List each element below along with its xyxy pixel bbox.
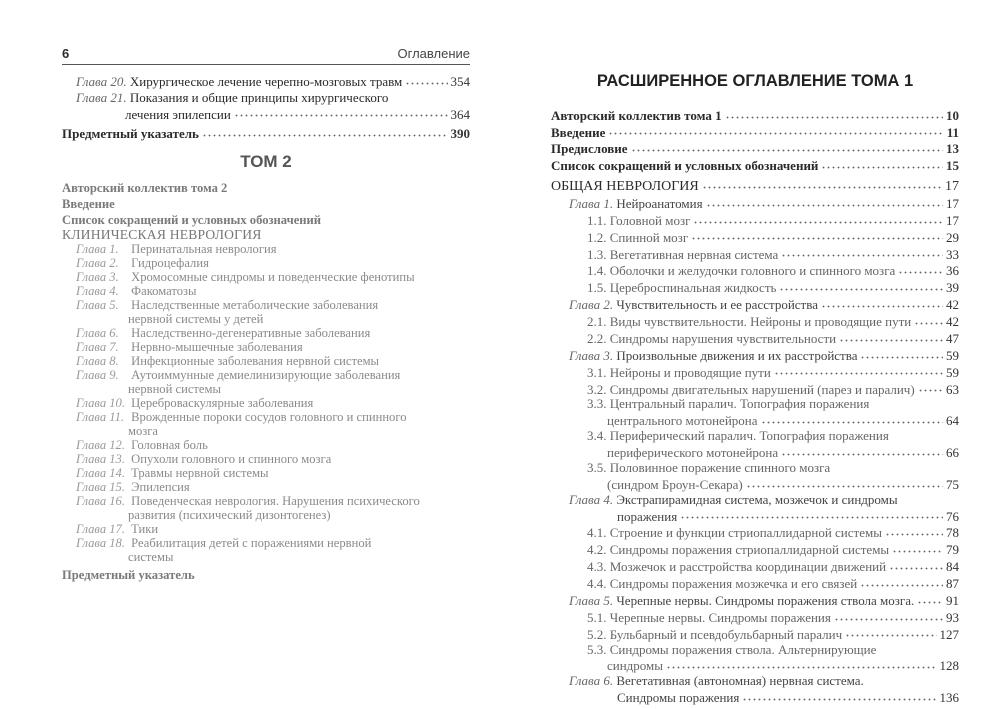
toc-line <box>62 410 470 424</box>
entry-text: Нейроанатомия <box>616 195 703 211</box>
chapter-label: Глава 1. <box>569 195 614 211</box>
toc-line <box>62 396 470 410</box>
entry-text: 2.2. Синдромы нарушения чувствительности <box>587 330 837 346</box>
toc-line <box>62 340 470 354</box>
toc-entry-ch[interactable] <box>62 438 470 452</box>
toc-line <box>62 312 470 326</box>
toc-line <box>62 494 470 508</box>
toc-entry-sec[interactable] <box>551 229 959 246</box>
page-ref: 78 <box>946 525 959 541</box>
toc-line <box>551 461 959 476</box>
entry-text: Факоматозы <box>131 284 197 298</box>
chapter-label: Глава 11. <box>76 410 125 424</box>
page-ref: 10 <box>946 108 959 123</box>
entry-text: Предисловие <box>551 141 628 157</box>
toc-entry-ch[interactable] <box>62 354 470 368</box>
entry-text: 2.1. Виды чувствительности. Нейроны и проводящие пути <box>587 314 912 329</box>
running-title: Оглавление <box>397 46 470 61</box>
dot-leader <box>885 524 943 537</box>
entry-text: Авторский коллектив тома 1 <box>551 108 722 123</box>
entry-text: Показания и общие принципы хирургического <box>129 89 389 105</box>
toc-entry-ch[interactable] <box>62 326 470 340</box>
toc-line <box>62 438 470 452</box>
toc-line <box>62 550 470 564</box>
chapter-label: Глава 5. <box>76 298 119 312</box>
page-ref: 17 <box>945 179 959 194</box>
entry-text: 4.4. Синдромы поражения мозжечка и его связей <box>587 576 858 591</box>
toc-line <box>551 493 959 508</box>
dot-leader <box>839 330 943 343</box>
toc-line <box>551 397 959 412</box>
toc-entry-sec[interactable] <box>551 246 959 263</box>
entry-text: Хромосомные синдромы и поведенческие фенотипы <box>131 270 415 284</box>
page-ref: 75 <box>946 476 959 492</box>
toc-line <box>551 689 959 706</box>
toc-entry-front[interactable] <box>551 157 959 174</box>
entry-text: Гидроцефалия <box>131 256 209 270</box>
toc-line <box>551 592 959 609</box>
entry-text: 4.2. Синдромы поражения стриопаллидарной системы <box>587 542 890 558</box>
page-ref: 36 <box>946 263 959 279</box>
chapter-label: Глава 12. <box>76 438 126 452</box>
toc-line <box>551 524 959 541</box>
toc-line <box>551 674 959 689</box>
entry-text: периферического мотонейрона <box>607 445 779 460</box>
toc-entry-ch[interactable] <box>551 674 959 706</box>
toc-line <box>551 313 959 330</box>
entry-text: Список сокращений и условных обозначений <box>551 157 819 173</box>
chapter-label: Глава 2. <box>76 256 119 270</box>
toc-line <box>551 195 959 212</box>
toc-entry-ch[interactable] <box>62 480 470 494</box>
toc-line <box>551 541 959 558</box>
running-header <box>62 46 470 65</box>
toc-line <box>62 536 470 550</box>
dot-leader <box>405 73 447 86</box>
page-ref: 15 <box>946 157 959 173</box>
dot-leader <box>702 176 942 190</box>
toc-entry-part[interactable] <box>551 176 959 195</box>
page-ref: 127 <box>939 626 959 642</box>
entry-text: ОБЩАЯ НЕВРОЛОГИЯ <box>551 179 699 194</box>
entry-text: Синдромы поражения <box>617 690 740 706</box>
page-ref: 11 <box>946 124 959 140</box>
page-ref: 47 <box>946 330 959 346</box>
entry-text: мозга <box>128 424 158 438</box>
toc-line <box>551 330 959 347</box>
toc-line <box>551 347 959 364</box>
chapter-label: Глава 3. <box>569 347 614 363</box>
toc-entry-ch[interactable] <box>62 536 470 564</box>
chapter-label: Глава 2. <box>569 297 614 313</box>
dot-leader <box>631 140 943 153</box>
toc-line <box>62 73 470 90</box>
toc-entry-ch[interactable] <box>62 284 470 298</box>
toc-entry-front[interactable] <box>62 180 470 196</box>
dot-leader <box>860 347 943 360</box>
toc-line <box>551 364 959 381</box>
toc-line <box>551 558 959 575</box>
toc-line <box>62 568 470 582</box>
chapter-label: Глава 6. <box>569 673 614 689</box>
toc-line <box>551 444 959 461</box>
toc-line <box>62 256 470 270</box>
toc-line <box>62 368 470 382</box>
toc-entry-sec[interactable] <box>551 364 959 381</box>
entry-text: Предметный указатель <box>62 126 199 142</box>
toc-entry-ch[interactable] <box>62 522 470 536</box>
page-ref: 42 <box>946 314 959 329</box>
volume2-heading: ТОМ 2 <box>240 152 292 171</box>
page-number: 6 <box>62 46 70 61</box>
entry-text: синдромы <box>607 658 664 674</box>
chapter-label: Глава 14. <box>76 466 126 480</box>
dot-leader <box>742 689 936 702</box>
toc-line <box>62 508 470 522</box>
entry-text: Чувствительность и ее расстройства <box>616 297 818 313</box>
toc-volume2 <box>62 180 470 582</box>
toc-line <box>62 298 470 312</box>
chapter-label: Глава 8. <box>76 354 119 368</box>
toc-volume1-tail <box>62 73 470 142</box>
toc-entry-front[interactable] <box>551 140 959 157</box>
toc-entry-front[interactable] <box>62 196 470 212</box>
toc-entry-ch[interactable] <box>62 340 470 354</box>
toc-line <box>62 522 470 536</box>
toc-entry-sec[interactable] <box>551 212 959 229</box>
chapter-label: Глава 7. <box>76 340 119 354</box>
toc-entry-ch[interactable] <box>62 452 470 466</box>
toc-line <box>551 575 959 592</box>
toc-general-neurology <box>551 176 959 706</box>
entry-text: 1.2. Спинной мозг <box>587 229 689 245</box>
entry-text: 5.1. Черепные нервы. Синдромы поражения <box>587 609 831 625</box>
chapter-label: Глава 4. <box>76 284 119 298</box>
extended-toc-title: РАСШИРЕННОЕ ОГЛАВЛЕНИЕ ТОМА 1 <box>596 72 914 90</box>
entry-text: 3.3. Центральный паралич. Топография поражения <box>587 396 870 412</box>
dot-leader <box>821 157 943 170</box>
entry-text: поражения <box>617 508 678 524</box>
entry-text: Эпилепсия <box>131 480 190 494</box>
dot-leader <box>691 229 943 242</box>
toc-entry-sec[interactable] <box>551 461 959 493</box>
toc-line <box>551 508 959 525</box>
page-ref: 76 <box>946 508 959 524</box>
entry-text: 1.3. Вегетативная нервная система <box>587 246 779 262</box>
toc-line <box>551 107 959 124</box>
page-ref: 354 <box>450 74 470 89</box>
page-ref: 128 <box>939 658 959 674</box>
page-ref: 66 <box>946 445 959 460</box>
entry-text: системы <box>128 550 174 564</box>
entry-text: Введение <box>62 197 115 211</box>
dot-leader <box>779 279 943 292</box>
toc-entry-front[interactable] <box>62 212 470 228</box>
entry-text: Авторский коллектив тома 2 <box>62 181 228 195</box>
toc-line <box>551 609 959 626</box>
toc-entry-ch[interactable] <box>62 73 470 90</box>
toc-line <box>551 157 959 174</box>
toc-entry-sec[interactable] <box>551 313 959 330</box>
entry-text: Травмы нервной системы <box>131 466 269 480</box>
toc-entry-sec[interactable] <box>551 609 959 626</box>
chapter-label: Глава 4. <box>569 491 614 507</box>
dot-leader <box>892 541 943 554</box>
page-ref: 17 <box>946 212 959 228</box>
chapter-label: Глава 21. <box>76 89 127 105</box>
toc-line <box>551 296 959 313</box>
chapter-label: Глава 5. <box>569 592 614 608</box>
toc-entry-part[interactable] <box>62 228 470 242</box>
toc-entry-sec[interactable] <box>551 429 959 461</box>
toc-line <box>62 242 470 256</box>
toc-entry-ch[interactable] <box>62 368 470 396</box>
entry-text: 5.3. Синдромы поражения ствола. Альтернирующие <box>587 641 877 657</box>
toc-line <box>551 476 959 493</box>
toc-line <box>62 270 470 284</box>
toc-line <box>62 424 470 438</box>
entry-text: Поведенческая неврология. Нарушения психического <box>131 494 420 508</box>
chapter-label: Глава 15. <box>76 480 126 494</box>
toc-entry-ch[interactable] <box>62 270 470 284</box>
chapter-label: Глава 9. <box>76 368 119 382</box>
dot-leader <box>746 476 943 489</box>
entry-text: КЛИНИЧЕСКАЯ НЕВРОЛОГИЯ <box>62 227 262 242</box>
page-ref: 136 <box>939 690 959 706</box>
toc-front-matter <box>551 107 959 173</box>
entry-text: 1.1. Головной мозг <box>587 212 691 228</box>
page-ref: 87 <box>946 576 959 591</box>
page-ref: 63 <box>946 381 959 397</box>
toc-entry-ch[interactable] <box>62 90 470 123</box>
toc-line <box>62 90 470 106</box>
toc-entry-front[interactable] <box>62 125 470 142</box>
entry-text: нервной системы у детей <box>128 312 264 326</box>
toc-entry-ch[interactable] <box>551 592 959 609</box>
toc-line <box>551 643 959 658</box>
toc-entry-ch[interactable] <box>551 347 959 364</box>
toc-entry-sec[interactable] <box>551 643 959 675</box>
toc-entry-sec[interactable] <box>551 575 959 592</box>
entry-text: развития (психический дизонтогенез) <box>128 508 331 522</box>
toc-line <box>551 124 959 141</box>
toc-entry-index[interactable] <box>62 568 470 582</box>
toc-line <box>551 381 959 398</box>
entry-text: Введение <box>551 124 606 140</box>
entry-text: нервной системы <box>128 382 221 396</box>
toc-line <box>62 466 470 480</box>
entry-text: 1.4. Оболочки и желудочки головного и спинного мозга <box>587 263 896 279</box>
chapter-label: Глава 18. <box>76 536 126 550</box>
toc-line <box>551 246 959 263</box>
page-ref: 91 <box>946 592 959 608</box>
toc-line <box>551 229 959 246</box>
entry-text: 5.2. Бульбарный и псевдобульбарный паралич <box>587 626 843 642</box>
toc-line <box>62 212 470 228</box>
entry-text: Экстрапирамидная система, мозжечок и синдромы <box>616 491 898 507</box>
toc-line <box>62 452 470 466</box>
dot-leader <box>898 262 943 275</box>
toc-line <box>551 279 959 296</box>
chapter-label: Глава 13. <box>76 452 126 466</box>
toc-entry-ch[interactable] <box>62 242 470 256</box>
toc-line <box>62 125 470 142</box>
entry-text: 1.5. Цереброспинальная жидкость <box>587 280 777 296</box>
toc-entry-ch[interactable] <box>62 410 470 438</box>
toc-line <box>551 412 959 429</box>
toc-entry-sec[interactable] <box>551 262 959 279</box>
entry-text: Наследственные метаболические заболевания <box>131 298 379 312</box>
dot-leader <box>234 106 448 119</box>
entry-text: лечения эпилепсии <box>125 106 231 122</box>
dot-leader <box>821 296 943 309</box>
entry-text: Черепные нервы. Синдромы поражения ствола мозга. <box>616 592 915 608</box>
chapter-label: Глава 3. <box>76 270 119 284</box>
page-ref: 39 <box>946 280 959 296</box>
toc-line <box>62 354 470 368</box>
toc-line <box>551 212 959 229</box>
entry-text: Головная боль <box>131 438 208 452</box>
chapter-label: Глава 10. <box>76 396 126 410</box>
toc-line <box>551 176 959 195</box>
dot-leader <box>914 313 943 326</box>
entry-text: 3.5. Половинное поражение спинного мозга <box>587 459 831 475</box>
entry-text: 3.4. Периферический паралич. Топография поражения <box>587 428 889 444</box>
dot-leader <box>774 364 943 377</box>
toc-line <box>551 429 959 444</box>
toc-entry-front[interactable] <box>551 107 959 124</box>
entry-text: центрального мотонейрона <box>607 413 758 429</box>
entry-text: Аутоиммунные демиелинизирующие заболевания <box>131 368 401 382</box>
page-ref: 13 <box>946 141 959 157</box>
page-ref: 93 <box>946 609 959 625</box>
entry-text: Предметный указатель <box>62 568 195 582</box>
dot-leader <box>666 657 936 670</box>
entry-text: 4.1. Строение и функции стриопаллидарной системы <box>587 525 882 541</box>
entry-text: Хирургическое лечение черепно-мозговых травм <box>129 74 403 89</box>
toc-entry-sec[interactable] <box>551 626 959 643</box>
toc-entry-ch[interactable] <box>62 466 470 480</box>
page-ref: 79 <box>946 542 959 558</box>
toc-line <box>62 106 470 123</box>
toc-entry-sec[interactable] <box>551 541 959 558</box>
toc-entry-ch[interactable] <box>62 494 470 522</box>
dot-leader <box>761 412 943 425</box>
chapter-label: Глава 6. <box>76 326 119 340</box>
entry-text: 3.2. Синдромы двигательных нарушений (парез и паралич) <box>587 381 915 397</box>
chapter-label: Глава 17. <box>76 522 126 536</box>
entry-text: Цереброваскулярные заболевания <box>131 396 314 410</box>
toc-line <box>62 284 470 298</box>
dot-leader <box>725 107 943 120</box>
entry-text: Тики <box>131 522 159 536</box>
dot-leader <box>706 195 943 208</box>
entry-text: Произвольные движения и их расстройства <box>616 347 858 363</box>
entry-text: 4.3. Мозжечок и расстройства координации движений <box>587 559 887 575</box>
dot-leader <box>918 381 943 394</box>
toc-line <box>551 140 959 157</box>
page-ref: 59 <box>946 347 959 363</box>
toc-entry-sec[interactable] <box>551 381 959 398</box>
toc-entry-sec[interactable] <box>551 558 959 575</box>
toc-line <box>62 196 470 212</box>
dot-leader <box>608 124 943 137</box>
chapter-label: Глава 20. <box>76 74 127 89</box>
page-ref: 29 <box>946 229 959 245</box>
toc-entry-ch[interactable] <box>551 296 959 313</box>
page-ref: 17 <box>946 195 959 211</box>
dot-leader <box>202 125 448 138</box>
toc-entry-front[interactable] <box>551 124 959 141</box>
page-ref: 84 <box>946 559 959 575</box>
entry-text: (синдром Броун-Секара) <box>607 476 743 492</box>
entry-text: Инфекционные заболевания нервной системы <box>131 354 380 368</box>
toc-line <box>62 326 470 340</box>
entry-text: Список сокращений и условных обозначений <box>62 213 322 227</box>
toc-entry-ch[interactable] <box>551 195 959 212</box>
toc-entry-ch[interactable] <box>62 256 470 270</box>
toc-line <box>62 382 470 396</box>
toc-line <box>551 262 959 279</box>
toc-entry-ch[interactable] <box>62 298 470 326</box>
page-ref: 364 <box>450 106 470 122</box>
dot-leader <box>834 609 943 622</box>
entry-text: Перинатальная неврология <box>131 242 277 256</box>
toc-entry-sec[interactable] <box>551 524 959 541</box>
toc-entry-sec[interactable] <box>551 279 959 296</box>
dot-leader <box>845 626 936 639</box>
toc-line <box>62 480 470 494</box>
dot-leader <box>693 212 943 225</box>
toc-entry-ch[interactable] <box>62 396 470 410</box>
dot-leader <box>680 508 943 521</box>
page-ref: 33 <box>946 246 959 262</box>
page-ref: 390 <box>450 126 470 142</box>
entry-text: Наследственно-дегенеративные заболевания <box>131 326 371 340</box>
entry-text: Реабилитация детей с поражениями нервной <box>131 536 372 550</box>
toc-entry-sec[interactable] <box>551 397 959 429</box>
dot-leader <box>781 246 943 259</box>
dot-leader <box>889 558 943 571</box>
entry-text: 3.1. Нейроны и проводящие пути <box>587 364 771 380</box>
toc-line <box>62 180 470 196</box>
page-ref: 42 <box>946 297 959 313</box>
toc-line <box>62 228 470 242</box>
chapter-label: Глава 1. <box>76 242 119 256</box>
toc-entry-sec[interactable] <box>551 330 959 347</box>
toc-entry-ch[interactable] <box>551 493 959 525</box>
entry-text: Опухоли головного и спинного мозга <box>131 452 332 466</box>
entry-text: Вегетативная (автономная) нервная система. <box>616 673 864 689</box>
toc-line <box>551 626 959 643</box>
page-ref: 64 <box>946 413 959 429</box>
dot-leader <box>781 444 943 457</box>
entry-text: Врожденные пороки сосудов головного и спинного <box>131 410 407 424</box>
dot-leader <box>917 592 943 605</box>
entry-text: Нервно-мышечные заболевания <box>131 340 303 354</box>
dot-leader <box>860 575 943 588</box>
chapter-label: Глава 16. <box>76 494 126 508</box>
page-ref: 59 <box>946 364 959 380</box>
toc-line <box>551 657 959 674</box>
